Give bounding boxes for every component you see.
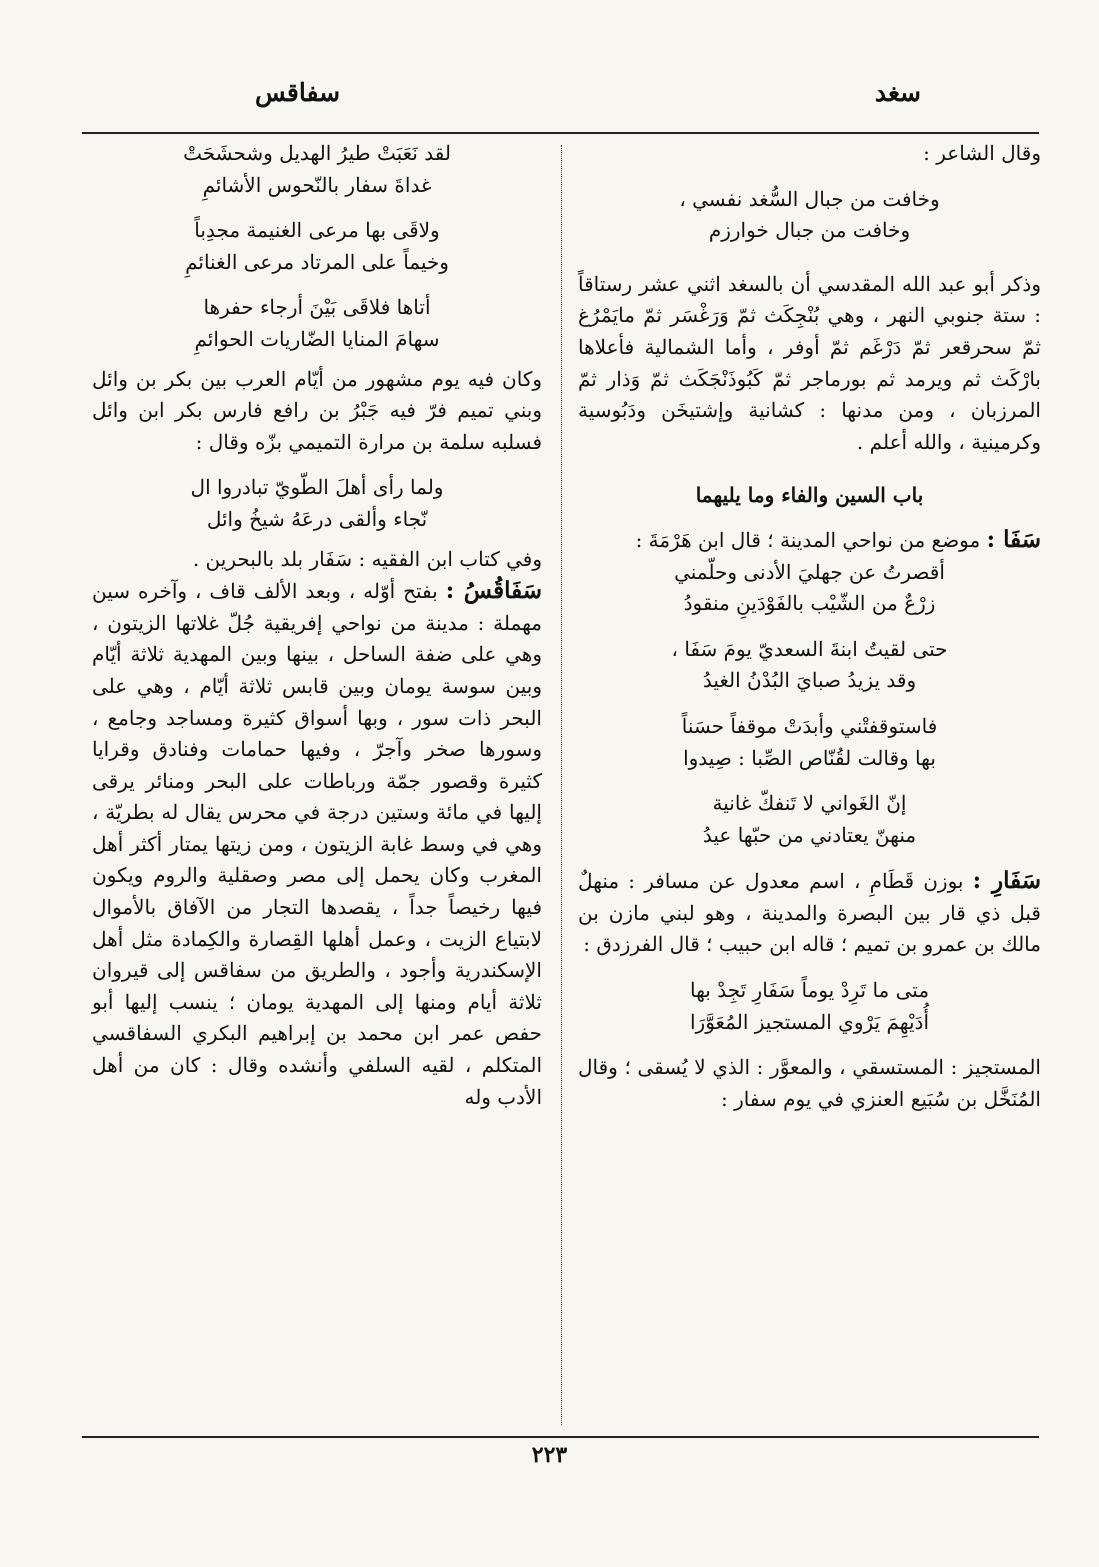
verse-line: نّجاء وألقى درعَهُ شيخُ وائل <box>206 506 428 531</box>
verse-line: أتاها فلاقَى بَيْنَ أرجاء حفرها <box>203 295 431 320</box>
entry-text: بوزن قَطَامِ ، اسم معدول عن مسافر : منهلٌ قبل ذي قار بين البصرة والمدينة ، وهو لبني مازن بن مالك بن عمرو بن تميم ؛ قاله ابن حبيب ؛ قال الفرزدق : <box>578 869 1041 957</box>
footer-rule <box>82 1436 1039 1438</box>
paragraph: المستجيز : المستسقي ، والمعوَّر : الذي لا يُسقى ؛ وقال المُنَخَّل بن سُبَيع العنزي في يوم سفار : <box>578 1055 1041 1111</box>
page-number: ٢٢٣ <box>531 1442 568 1468</box>
left-column <box>92 138 542 1113</box>
paragraph: وقال الشاعر : <box>923 141 1041 165</box>
verse-line: وقد يزيدُ صبايَ البُدْنُ الغيدُ <box>702 668 917 693</box>
entry-safar <box>578 865 1041 961</box>
verse-line: أقصرتُ عن جهليَ الأدنى وحلّمني <box>674 559 945 584</box>
paragraph: وفي كتاب ابن الفقيه : سَفَار بلد بالبحرين . <box>192 546 542 571</box>
paragraph: وكان فيه يوم مشهور من أيّام العرب بين بكر بن وائل وبني تميم فرّ فيه جَبْرُ بن رافع فارس بكر ابن وائل فسلبه سلمة بن مرارة التميمي بزّه وقال : <box>92 366 542 454</box>
verse-line: حتى لقيتُ ابنةَ السعديّ يومَ سَفَا ، <box>671 636 948 661</box>
verse-line: ولما رأى أهلَ الطّويّ تبادروا ال <box>190 475 444 500</box>
verse-line: فاستوقفتْني وأبدَتْ موقفاً حسَناً <box>681 713 938 738</box>
verse-line: لقد نَعَبَتْ طيرُ الهديل وشحشَحَتْ <box>183 141 451 165</box>
entry-text: بفتح أوّله ، وبعد الألف قاف ، وآخره سين مهملة : مدينة من نواحي إفريقية جُلّ غلاتها الزيتون ، وهي على ضفة الساحل ، بينها وبين المهدية ثلاثة أيّام وبين سوسة يومان وبين قابس ثلاثة أيّام ، وهي على البحر ذات سور ، وبها أسواق كثيرة ومساجد وجامع ، وسورها صخر وآجرّ ، وفيها حمامات وفنادق وقرايا كثيرة وقصور جمّة ورباطات على البحر ومنائر يرقى إليها في مائة وستين درجة في محرس يقال له بطريّة ، وهي في وسط غابة الزيتون ، ومن زيتها يمتار أكثر أهل المغرب وكان يحمل إلى مصر وصقلية والروم ويكون فيها رخيصاً جداً ، يقصدها التجار من الآفاق بالأموال لابتياع الزيت ، وعمل أهلها القِصارة والكِمادة مثل أهل الإسكندرية وأجود ، والطريق من سفاقس إلى قيروان ثلاثة أيام ومنها إلى المهدية يومان ؛ ينسب إليها أبو حفص عمر ابن محمد بن إبراهيم البكري السفاقسي المتكلم ، لقيه السلفي وأنشده وقال : كان من أهل الأدب وله <box>92 579 543 1109</box>
entry-text: موضع من نواحي المدينة ؛ قال ابن هَرْمَةَ : <box>635 527 981 552</box>
entry-headword: سَفَا : <box>986 525 1041 553</box>
verse-line: منهنّ يعتادني من حبّها عيدُ <box>702 822 917 847</box>
section-title: باب السين والفاء وما يليهما <box>695 483 924 508</box>
verse-line: ولاقَى بها مرعى الغنيمة مجدِباً <box>194 218 440 243</box>
running-header-right: سغد <box>874 78 921 107</box>
verse-line: إنّ الغَواني لا تَنفكّ غانية <box>712 791 907 816</box>
verse-line: متى ما تَرِدْ يوماً سَفَارِ تَجِدْ بها <box>689 978 930 1003</box>
verse-line: غداةَ سفار بالنّحوس الأشائمِ <box>202 172 432 197</box>
entry-headword: سَفَارِ : <box>972 867 1041 895</box>
verse-line: وخافت من جبال السُّغد نفسي ، <box>679 186 940 211</box>
entry-safa <box>578 524 1041 557</box>
column-divider <box>561 145 562 1425</box>
verse-line: زرْعٌ من الشّيْب بالفَوْدَينِ منقودُ <box>683 591 936 616</box>
verse-line: أُدَيْهِمَ يَرْوي المستجيز المُعَوَّرَا <box>689 1009 930 1034</box>
verse-line: سهامَ المنايا الضّاريات الحوائمِ <box>194 326 440 351</box>
paragraph: وذكر أبو عبد الله المقدسي أن بالسغد اثني عشر رستاقاً : ستة جنوبي النهر ، وهي بُنْجِكَث ثمّ وَرَغْسَر ثمّ مايَمْرُغ ثمّ سحرقعر ثمّ دَرْغَم ثمّ أوفر ، وأما الشمالية فأعلاها بارْكَث ثم ويرمد ثم بورماجر ثمّ كَبُوذَنْجَكَث ثمّ وَذار ثمّ المرزبان ، ومن مدنها : كشانية وإشتيخَن ودَبُوسية وكرمينية ، والله أعلم . <box>578 271 1041 454</box>
entry-safaqus <box>92 575 542 1113</box>
entry-headword: سَفَاقُسُ : <box>445 577 543 605</box>
verse-line: بها وقالت لقُنّاص الصِّبا : صِيدوا <box>683 745 936 770</box>
running-header-left: سفاقس <box>255 78 341 107</box>
verse-line: وخيماً على المرتاد مرعى الغنائمِ <box>185 249 449 274</box>
header-rule <box>82 132 1039 134</box>
verse-line: وخافت من جبال خوارزم <box>708 218 911 243</box>
right-column <box>578 138 1041 1115</box>
